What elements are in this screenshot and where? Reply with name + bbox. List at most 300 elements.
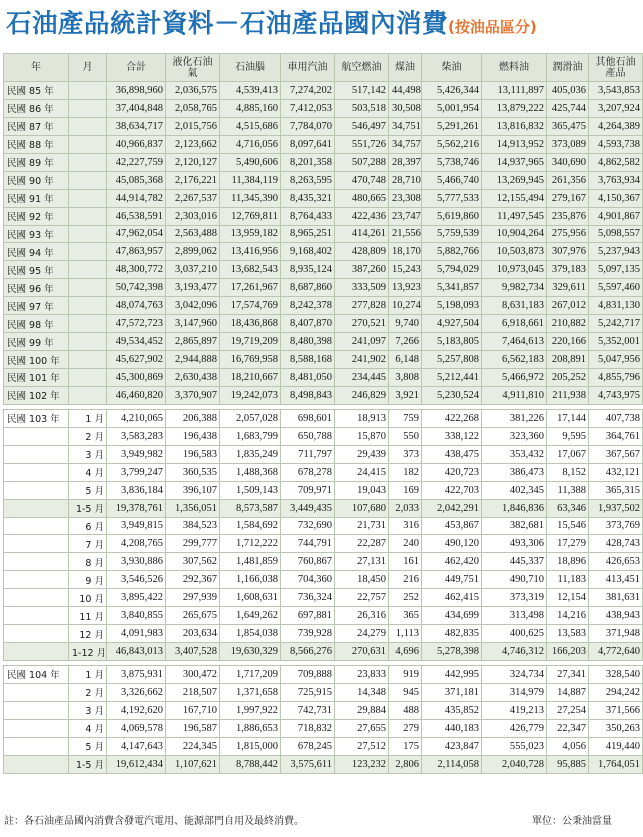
table-cell: 1 月 (69, 409, 107, 427)
table-cell: 2,123,662 (166, 135, 220, 153)
table-cell: 3,546,526 (107, 571, 166, 589)
table-cell: 27,341 (547, 666, 589, 684)
table-cell: 307,562 (166, 553, 220, 571)
table-cell: 8,201,358 (281, 153, 335, 171)
table-row (4, 409, 643, 427)
table-cell (69, 171, 107, 189)
table-cell: 民國 87 年 (4, 117, 69, 135)
table-cell: 8,263,595 (281, 171, 335, 189)
table-cell: 438,475 (422, 445, 482, 463)
table-cell: 196,438 (166, 427, 220, 445)
table-cell: 8,097,641 (281, 135, 335, 153)
table-cell: 3,875,931 (107, 666, 166, 684)
table-cell: 4 月 (69, 719, 107, 737)
table-cell: 3 月 (69, 445, 107, 463)
table-cell: 1,683,799 (220, 427, 281, 445)
table-cell: 482,835 (422, 625, 482, 643)
table-cell: 413,451 (589, 571, 643, 589)
table-cell: 17,574,769 (220, 297, 281, 315)
table-cell: 9 月 (69, 571, 107, 589)
table-cell: 7,412,053 (281, 99, 335, 117)
table-cell: 292,367 (166, 571, 220, 589)
table-cell: 698,601 (281, 409, 335, 427)
table-cell: 240 (389, 535, 422, 553)
table-cell: 2,042,291 (422, 499, 482, 517)
table-cell: 14,348 (335, 683, 389, 701)
table-cell: 民國 89 年 (4, 153, 69, 171)
table-cell: 364,761 (589, 427, 643, 445)
table-cell: 211,938 (547, 386, 589, 404)
table-cell (69, 153, 107, 171)
table-cell: 462,420 (422, 553, 482, 571)
column-header: 煤油 (389, 54, 422, 82)
table-cell: 2,630,438 (166, 369, 220, 387)
table-cell (4, 517, 69, 535)
table-cell: 387,260 (335, 261, 389, 279)
table-cell: 4,831,130 (589, 297, 643, 315)
table-cell: 民國 96 年 (4, 279, 69, 297)
table-cell: 381,226 (482, 409, 547, 427)
table-cell: 民國 85 年 (4, 82, 69, 100)
table-cell: 2,267,537 (166, 189, 220, 207)
table-cell: 13,111,897 (482, 82, 547, 100)
table-cell: 14,887 (547, 683, 589, 701)
table-cell: 8,588,168 (281, 351, 335, 369)
table-cell: 744,791 (281, 535, 335, 553)
table-row (4, 189, 643, 207)
table-cell: 490,120 (422, 535, 482, 553)
table-cell: 419,440 (589, 737, 643, 755)
table-cell: 919 (389, 666, 422, 684)
table-cell: 367,567 (589, 445, 643, 463)
table-cell: 2,040,728 (482, 755, 547, 773)
table-cell: 46,843,013 (107, 643, 166, 661)
table-cell: 17,279 (547, 535, 589, 553)
table-cell: 4,147,643 (107, 737, 166, 755)
table-cell: 45,300,869 (107, 369, 166, 387)
table-cell: 371,566 (589, 701, 643, 719)
table-row (4, 279, 643, 297)
table-cell: 1-5 月 (69, 755, 107, 773)
table-cell: 3,949,982 (107, 445, 166, 463)
table-cell: 15,243 (389, 261, 422, 279)
table-cell: 47,572,723 (107, 315, 166, 333)
table-cell: 4 月 (69, 463, 107, 481)
table-cell: 1 月 (69, 666, 107, 684)
table-cell: 328,540 (589, 666, 643, 684)
table-cell: 709,888 (281, 666, 335, 684)
table-cell: 2 月 (69, 427, 107, 445)
table-cell (69, 297, 107, 315)
table-cell: 民國 95 年 (4, 261, 69, 279)
table-row (4, 386, 643, 404)
table-cell: 555,023 (482, 737, 547, 755)
table-cell (69, 207, 107, 225)
table-cell (69, 315, 107, 333)
table-row (4, 553, 643, 571)
table-cell: 3,407,528 (166, 643, 220, 661)
table-cell: 3,808 (389, 369, 422, 387)
table-cell: 15,870 (335, 427, 389, 445)
table-cell: 294,242 (589, 683, 643, 701)
table-cell: 95,885 (547, 755, 589, 773)
table-cell: 47,962,054 (107, 225, 166, 243)
table-cell: 650,788 (281, 427, 335, 445)
table-cell: 9,740 (389, 315, 422, 333)
table-cell: 3,193,477 (166, 279, 220, 297)
table-cell: 10 月 (69, 589, 107, 607)
table-cell: 6,148 (389, 351, 422, 369)
table-cell (69, 135, 107, 153)
table-cell: 18,913 (335, 409, 389, 427)
table-cell (69, 279, 107, 297)
table-header-row (4, 54, 643, 82)
table-cell: 759 (389, 409, 422, 427)
table-cell: 18,450 (335, 571, 389, 589)
table-cell: 民國 92 年 (4, 207, 69, 225)
table-cell: 民國 100 年 (4, 351, 69, 369)
table-cell: 21,731 (335, 517, 389, 535)
table-cell: 18,170 (389, 243, 422, 261)
table-row (4, 369, 643, 387)
table-cell: 419,213 (482, 701, 547, 719)
table-cell: 8,573,587 (220, 499, 281, 517)
table-cell: 353,432 (482, 445, 547, 463)
table-cell (4, 719, 69, 737)
table-cell: 5,777,533 (422, 189, 482, 207)
table-cell: 3,042,096 (166, 297, 220, 315)
page-title (6, 5, 537, 43)
table-cell: 23,747 (389, 207, 422, 225)
table-cell: 1,997,922 (220, 701, 281, 719)
table-cell: 13,959,182 (220, 225, 281, 243)
table-cell: 3 月 (69, 701, 107, 719)
table-cell (69, 243, 107, 261)
table-cell: 3,207,924 (589, 99, 643, 117)
table-cell (69, 82, 107, 100)
table-cell: 402,345 (482, 481, 547, 499)
table-cell: 2,015,756 (166, 117, 220, 135)
table-cell: 8,498,843 (281, 386, 335, 404)
table-cell: 428,809 (335, 243, 389, 261)
table-cell: 63,346 (547, 499, 589, 517)
table-cell: 19,612,434 (107, 755, 166, 773)
table-cell: 12,769,811 (220, 207, 281, 225)
title-subtitle: (按油品區分) (448, 18, 537, 36)
table-cell: 7,274,202 (281, 82, 335, 100)
table-row (4, 351, 643, 369)
table-cell: 8 月 (69, 553, 107, 571)
table-row (4, 82, 643, 100)
column-header: 年 (4, 54, 69, 82)
table-cell: 2,033 (389, 499, 422, 517)
table-cell: 12 月 (69, 625, 107, 643)
table-cell: 5 月 (69, 737, 107, 755)
column-header: 月 (69, 54, 107, 82)
table-cell: 44,914,782 (107, 189, 166, 207)
table-cell: 5,759,539 (422, 225, 482, 243)
table-cell (4, 683, 69, 701)
table-cell: 1,886,653 (220, 719, 281, 737)
table-cell: 5,242,717 (589, 315, 643, 333)
table-cell: 民國 91 年 (4, 189, 69, 207)
table-cell: 3,921 (389, 386, 422, 404)
table-cell: 19,630,329 (220, 643, 281, 661)
table-cell: 373,089 (547, 135, 589, 153)
table-cell: 235,876 (547, 207, 589, 225)
column-header: 航空燃油 (335, 54, 389, 82)
table-cell: 2,806 (389, 755, 422, 773)
table-row (4, 315, 643, 333)
table-cell: 480,665 (335, 189, 389, 207)
table-cell: 4,069,578 (107, 719, 166, 737)
table-row (4, 499, 643, 517)
table-cell: 350,263 (589, 719, 643, 737)
table-cell: 8,788,442 (220, 755, 281, 773)
table-cell: 2,120,127 (166, 153, 220, 171)
table-cell: 373 (389, 445, 422, 463)
table-cell: 203,634 (166, 625, 220, 643)
table-row (4, 225, 643, 243)
table-cell: 4,855,796 (589, 369, 643, 387)
table-cell: 17,144 (547, 409, 589, 427)
table-cell: 14,937,965 (482, 153, 547, 171)
table-cell: 24,415 (335, 463, 389, 481)
table-cell: 422,436 (335, 207, 389, 225)
table-cell: 34,757 (389, 135, 422, 153)
table-cell: 5,738,746 (422, 153, 482, 171)
table-cell: 4,716,056 (220, 135, 281, 153)
table-cell: 396,107 (166, 481, 220, 499)
table-cell (4, 571, 69, 589)
table-cell: 5,794,029 (422, 261, 482, 279)
table-cell: 12,155,494 (482, 189, 547, 207)
table-cell: 45,085,368 (107, 171, 166, 189)
table-cell: 1,649,262 (220, 607, 281, 625)
table-cell: 27,131 (335, 553, 389, 571)
table-row (4, 463, 643, 481)
table-cell: 4,696 (389, 643, 422, 661)
table-cell: 3,449,435 (281, 499, 335, 517)
table-cell: 50,742,398 (107, 279, 166, 297)
table-cell: 2 月 (69, 683, 107, 701)
table-cell: 4,743,975 (589, 386, 643, 404)
table-cell (69, 333, 107, 351)
table-cell: 493,306 (482, 535, 547, 553)
table-cell: 1,854,038 (220, 625, 281, 643)
table-cell: 365,315 (589, 481, 643, 499)
table-cell: 384,523 (166, 517, 220, 535)
table-cell: 218,507 (166, 683, 220, 701)
table-cell: 760,867 (281, 553, 335, 571)
table-cell (4, 445, 69, 463)
table-cell: 252 (389, 589, 422, 607)
table-cell: 405,036 (547, 82, 589, 100)
table-cell: 5,291,261 (422, 117, 482, 135)
table-cell: 365 (389, 607, 422, 625)
table-cell: 1,166,038 (220, 571, 281, 589)
table-cell: 5,619,860 (422, 207, 482, 225)
table-cell: 5,597,460 (589, 279, 643, 297)
table-cell: 9,168,402 (281, 243, 335, 261)
table-cell: 民國 86 年 (4, 99, 69, 117)
table-row (4, 333, 643, 351)
table-cell: 10,503,873 (482, 243, 547, 261)
column-header: 其他石油產品 (589, 54, 643, 82)
table-cell: 4,192,620 (107, 701, 166, 719)
table-cell: 19,043 (335, 481, 389, 499)
table-cell: 711,797 (281, 445, 335, 463)
column-header: 燃料油 (482, 54, 547, 82)
table-cell: 48,300,772 (107, 261, 166, 279)
table-cell: 10,973,045 (482, 261, 547, 279)
table-cell: 民國 98 年 (4, 315, 69, 333)
table-cell: 323,360 (482, 427, 547, 445)
table-cell: 1,712,222 (220, 535, 281, 553)
table-cell: 422,703 (422, 481, 482, 499)
table-cell: 314,979 (482, 683, 547, 701)
table-row (4, 755, 643, 773)
table-cell: 4,515,686 (220, 117, 281, 135)
table-cell: 678,245 (281, 737, 335, 755)
table-cell: 736,324 (281, 589, 335, 607)
column-header: 液化石油氣 (166, 54, 220, 82)
table-cell: 1,371,658 (220, 683, 281, 701)
table-cell (4, 701, 69, 719)
table-cell: 275,956 (547, 225, 589, 243)
table-row (4, 683, 643, 701)
table-cell: 329,611 (547, 279, 589, 297)
table-cell: 414,261 (335, 225, 389, 243)
table-cell: 3,836,184 (107, 481, 166, 499)
table-cell: 民國 101 年 (4, 369, 69, 387)
table-cell: 246,829 (335, 386, 389, 404)
table-cell: 46,538,591 (107, 207, 166, 225)
table-cell: 546,497 (335, 117, 389, 135)
table-cell: 4,772,640 (589, 643, 643, 661)
table-cell: 5,466,972 (482, 369, 547, 387)
table-cell: 340,690 (547, 153, 589, 171)
table-cell: 19,719,209 (220, 333, 281, 351)
table-cell (4, 625, 69, 643)
table-cell: 民國 90 年 (4, 171, 69, 189)
table-cell (69, 189, 107, 207)
table-cell: 19,242,073 (220, 386, 281, 404)
table-cell: 234,445 (335, 369, 389, 387)
table-cell (4, 589, 69, 607)
table-cell: 6 月 (69, 517, 107, 535)
table-cell: 13,879,222 (482, 99, 547, 117)
table-cell: 36,898,960 (107, 82, 166, 100)
table-cell: 民國 97 年 (4, 297, 69, 315)
table-cell: 2,944,888 (166, 351, 220, 369)
column-header: 柴油 (422, 54, 482, 82)
table-cell: 224,345 (166, 737, 220, 755)
table-cell: 8,242,378 (281, 297, 335, 315)
table-cell: 8,965,251 (281, 225, 335, 243)
table-cell: 23,308 (389, 189, 422, 207)
table-cell: 9,595 (547, 427, 589, 445)
table-cell: 8,152 (547, 463, 589, 481)
table-cell: 5,341,857 (422, 279, 482, 297)
table-cell: 2,563,488 (166, 225, 220, 243)
table-cell: 333,509 (335, 279, 389, 297)
table-cell: 47,863,957 (107, 243, 166, 261)
table-cell: 5,001,954 (422, 99, 482, 117)
table-cell: 438,943 (589, 607, 643, 625)
table-row (4, 243, 643, 261)
table-row (4, 171, 643, 189)
table-cell: 13,269,945 (482, 171, 547, 189)
table-cell (4, 737, 69, 755)
table-cell: 34,751 (389, 117, 422, 135)
table-cell: 449,751 (422, 571, 482, 589)
table-cell: 22,757 (335, 589, 389, 607)
table-row (4, 666, 643, 684)
table-cell: 2,057,028 (220, 409, 281, 427)
table-cell: 169 (389, 481, 422, 499)
table-row (4, 737, 643, 755)
table-cell (4, 499, 69, 517)
table-cell: 5,426,344 (422, 82, 482, 100)
table-cell: 18,896 (547, 553, 589, 571)
table-cell: 8,481,050 (281, 369, 335, 387)
table-cell (69, 386, 107, 404)
table-cell: 182 (389, 463, 422, 481)
table-cell: 360,535 (166, 463, 220, 481)
table-cell: 4,746,312 (482, 643, 547, 661)
table-cell: 371,948 (589, 625, 643, 643)
table-cell: 1,113 (389, 625, 422, 643)
table-row (4, 625, 643, 643)
table-cell: 462,415 (422, 589, 482, 607)
table-cell: 742,731 (281, 701, 335, 719)
table-cell: 44,498 (389, 82, 422, 100)
table-cell: 382,681 (482, 517, 547, 535)
table-cell: 2,058,765 (166, 99, 220, 117)
table-cell: 3,370,907 (166, 386, 220, 404)
table-cell: 5,047,956 (589, 351, 643, 369)
table-cell (69, 225, 107, 243)
table-cell: 313,498 (482, 607, 547, 625)
table-cell: 4,208,765 (107, 535, 166, 553)
consumption-table (3, 53, 643, 774)
footnote: 註：各石油產品國內消費含發電汽電用、能源部門自用及最終消費。 (4, 816, 304, 827)
table-cell: 167,710 (166, 701, 220, 719)
table-cell: 453,867 (422, 517, 482, 535)
table-cell: 民國 88 年 (4, 135, 69, 153)
table-cell: 300,472 (166, 666, 220, 684)
table-cell: 22,347 (547, 719, 589, 737)
table-cell: 1,608,631 (220, 589, 281, 607)
table-cell: 4,056 (547, 737, 589, 755)
table-cell: 3,147,960 (166, 315, 220, 333)
table-cell: 37,404,848 (107, 99, 166, 117)
table-cell: 4,091,983 (107, 625, 166, 643)
table-cell: 550 (389, 427, 422, 445)
table-cell: 4,862,582 (589, 153, 643, 171)
table-cell: 4,150,367 (589, 189, 643, 207)
table-cell: 2,865,897 (166, 333, 220, 351)
table-cell: 3,763,934 (589, 171, 643, 189)
table-cell: 17,261,967 (220, 279, 281, 297)
table-cell: 7,266 (389, 333, 422, 351)
table-cell: 5,237,943 (589, 243, 643, 261)
table-cell: 28,397 (389, 153, 422, 171)
table-cell: 4,927,504 (422, 315, 482, 333)
table-cell: 13,583 (547, 625, 589, 643)
table-cell: 13,816,832 (482, 117, 547, 135)
